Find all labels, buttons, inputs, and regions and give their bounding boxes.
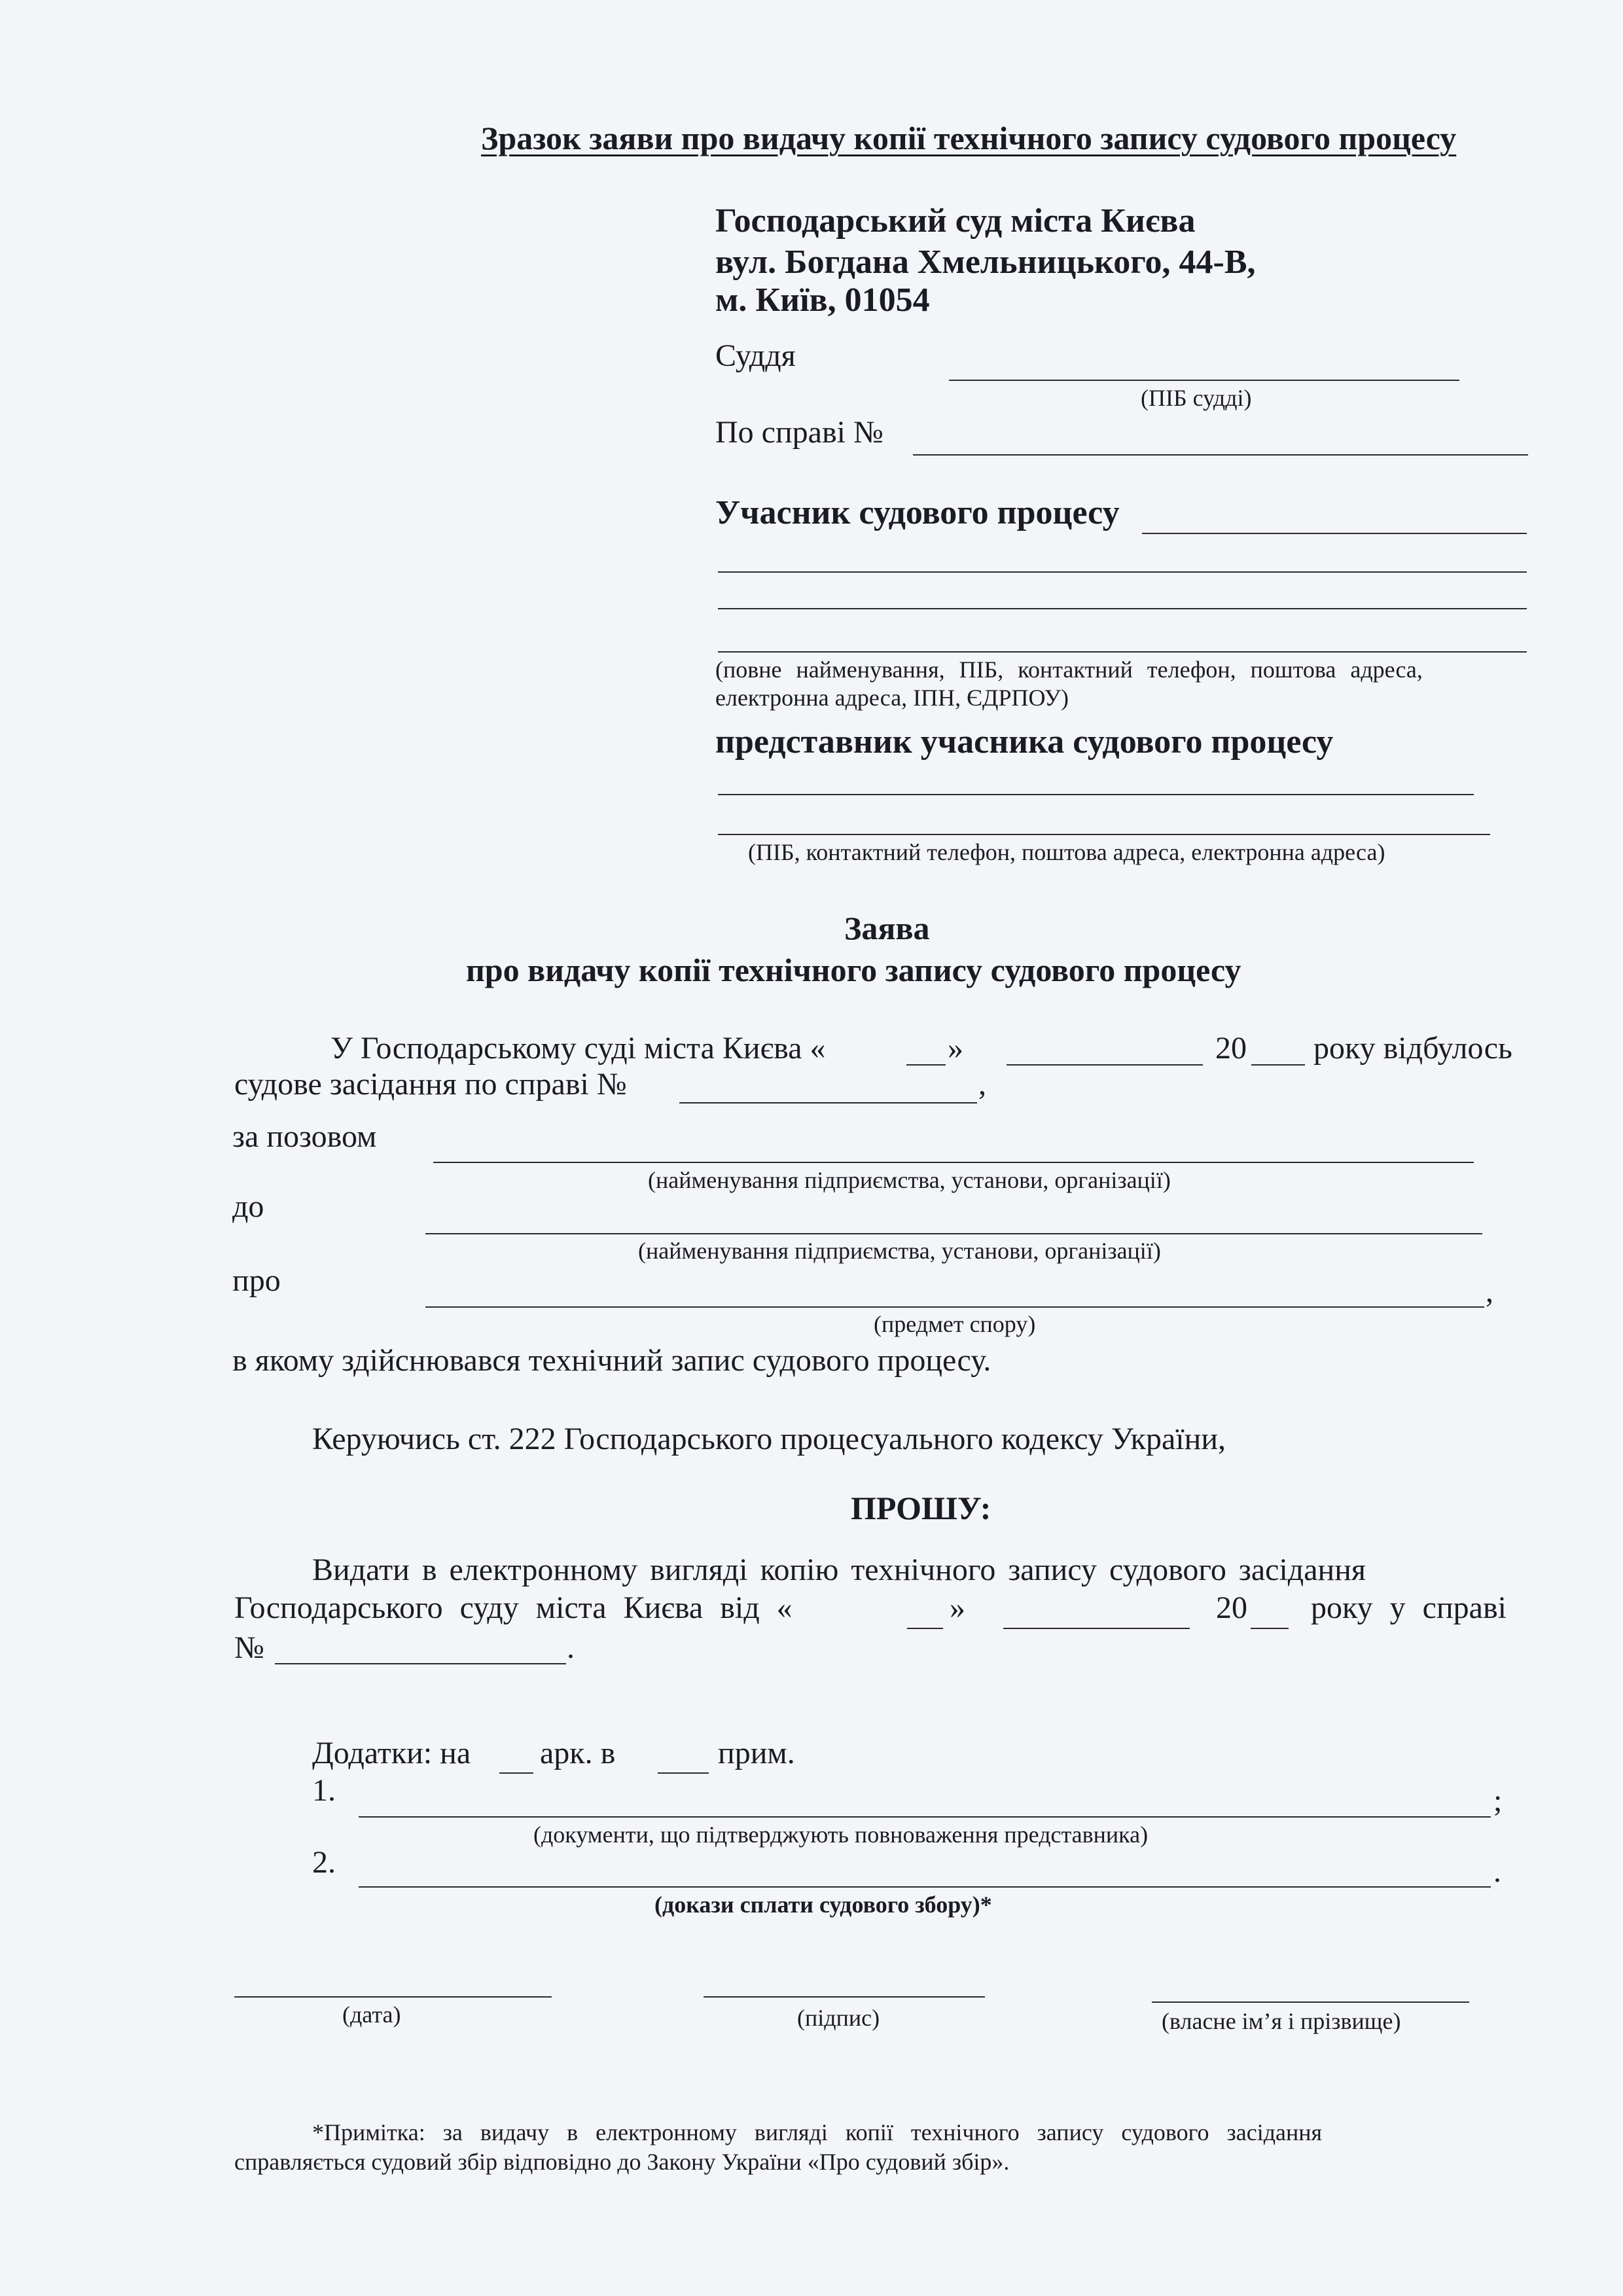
claim-by-line[interactable] — [433, 1162, 1474, 1163]
hearing-text-1: У Господарському суді міста Києва « — [330, 1031, 826, 1066]
request-heading: ПРОШУ: — [851, 1490, 991, 1526]
claim-by-label: за позовом — [232, 1119, 377, 1154]
signature-line[interactable] — [704, 1996, 985, 1998]
participant-line-1[interactable] — [1142, 533, 1527, 534]
case-label: По справі № — [715, 415, 883, 450]
attachment-2-number: 2. — [312, 1845, 336, 1880]
judge-field-line[interactable] — [949, 380, 1459, 381]
representative-line-2[interactable] — [718, 834, 1490, 835]
date-line[interactable] — [234, 1996, 552, 1998]
footnote-line2: справляється судовий збір відповідно до Закону України «Про судовий збір». — [234, 2149, 1010, 2175]
attachment-2-caption: (докази сплати судового збору)* — [654, 1892, 992, 1918]
application-title: Заява — [844, 910, 930, 946]
request-month-line[interactable] — [1003, 1628, 1190, 1629]
court-name: Господарський суд міста Києва — [715, 202, 1196, 240]
claim-to-label: до — [232, 1189, 264, 1224]
sample-heading: Зразок заяви про видачу копії технічного запису судового процесу — [481, 120, 1457, 156]
full-name-caption: (власне ім’я і прізвище) — [1162, 2008, 1401, 2034]
representative-label: представник учасника судового процесу — [715, 723, 1334, 761]
request-line2-c: 20 — [1216, 1590, 1247, 1625]
request-case-number-line[interactable] — [275, 1663, 566, 1664]
attachments-text-2: арк. в — [540, 1736, 616, 1770]
attachment-1-end: ; — [1493, 1784, 1503, 1818]
attachments-copies-line[interactable] — [658, 1772, 709, 1774]
signature-caption: (підпис) — [797, 2005, 880, 2031]
claim-about-end: , — [1486, 1274, 1493, 1309]
request-day-line[interactable] — [907, 1628, 943, 1629]
attachments-sheets-line[interactable] — [499, 1772, 533, 1774]
judge-label: Суддя — [715, 338, 796, 373]
participant-caption-2: електронна адреса, ІПН, ЄДРПОУ) — [715, 685, 1069, 711]
claim-about-caption: (предмет спору) — [874, 1311, 1036, 1337]
request-line3-end: . — [567, 1630, 575, 1665]
representative-caption: (ПІБ, контактний телефон, поштова адреса, електронна адреса) — [748, 839, 1385, 865]
claim-closing: в якому здійснювався технічний запис судового процесу. — [232, 1343, 991, 1378]
hearing-text-2: » — [948, 1031, 963, 1066]
hearing-line2: судове засідання по справі № — [234, 1067, 627, 1102]
attachment-1-line[interactable] — [359, 1816, 1491, 1818]
participant-caption-1: (повне найменування, ПІБ, контактний телефон, поштова адреса, — [715, 656, 1423, 683]
request-line3-a: № — [234, 1630, 264, 1665]
request-line2-d: року у справі — [1311, 1590, 1507, 1625]
request-year-line[interactable] — [1251, 1628, 1289, 1629]
hearing-case-number-line[interactable] — [679, 1102, 977, 1103]
participant-line-2[interactable] — [718, 571, 1527, 573]
application-subtitle: про видачу копії технічного запису судового процесу — [466, 952, 1241, 988]
hearing-text-4: року відбулось — [1313, 1031, 1512, 1066]
request-line2-b: » — [950, 1590, 965, 1625]
court-street: вул. Богдана Хмельницького, 44-В, — [715, 243, 1256, 281]
claim-to-caption: (найменування підприємства, установи, організації) — [638, 1238, 1161, 1264]
hearing-year-line[interactable] — [1251, 1064, 1305, 1066]
request-line2-a: Господарського суду міста Києва від « — [234, 1590, 793, 1625]
hearing-text-3: 20 — [1215, 1031, 1247, 1066]
participant-line-4[interactable] — [718, 651, 1527, 653]
full-name-line[interactable] — [1152, 2001, 1469, 2003]
attachment-1-number: 1. — [312, 1773, 336, 1808]
case-number-line[interactable] — [913, 454, 1528, 456]
participant-line-3[interactable] — [718, 608, 1527, 609]
hearing-line2-end: , — [978, 1067, 986, 1102]
attachment-2-end: . — [1493, 1854, 1501, 1889]
judge-caption: (ПІБ судді) — [1141, 385, 1252, 411]
claim-about-line[interactable] — [425, 1306, 1484, 1308]
claim-to-line[interactable] — [425, 1233, 1482, 1234]
legal-basis: Керуючись ст. 222 Господарського процесуального кодексу України, — [312, 1422, 1226, 1456]
attachment-2-line[interactable] — [359, 1886, 1491, 1888]
participant-label: Учасник судового процесу — [715, 494, 1120, 531]
claim-about-label: про — [232, 1263, 281, 1298]
attachments-text-1: Додатки: на — [312, 1736, 471, 1770]
date-caption: (дата) — [342, 2001, 401, 2028]
attachments-text-3: прим. — [718, 1736, 795, 1770]
court-city: м. Київ, 01054 — [715, 281, 930, 319]
footnote-line1: *Примітка: за видачу в електронному вигляді копії технічного запису судового засідання — [312, 2119, 1323, 2145]
attachment-1-caption: (документи, що підтверджують повноваження представника) — [533, 1821, 1149, 1848]
request-line1: Видати в електронному вигляді копію технічного запису судового засідання — [312, 1552, 1366, 1587]
hearing-month-line[interactable] — [1007, 1064, 1203, 1066]
hearing-day-line[interactable] — [906, 1064, 946, 1066]
representative-line-1[interactable] — [718, 794, 1474, 795]
claim-by-caption: (найменування підприємства, установи, організації) — [648, 1167, 1171, 1193]
